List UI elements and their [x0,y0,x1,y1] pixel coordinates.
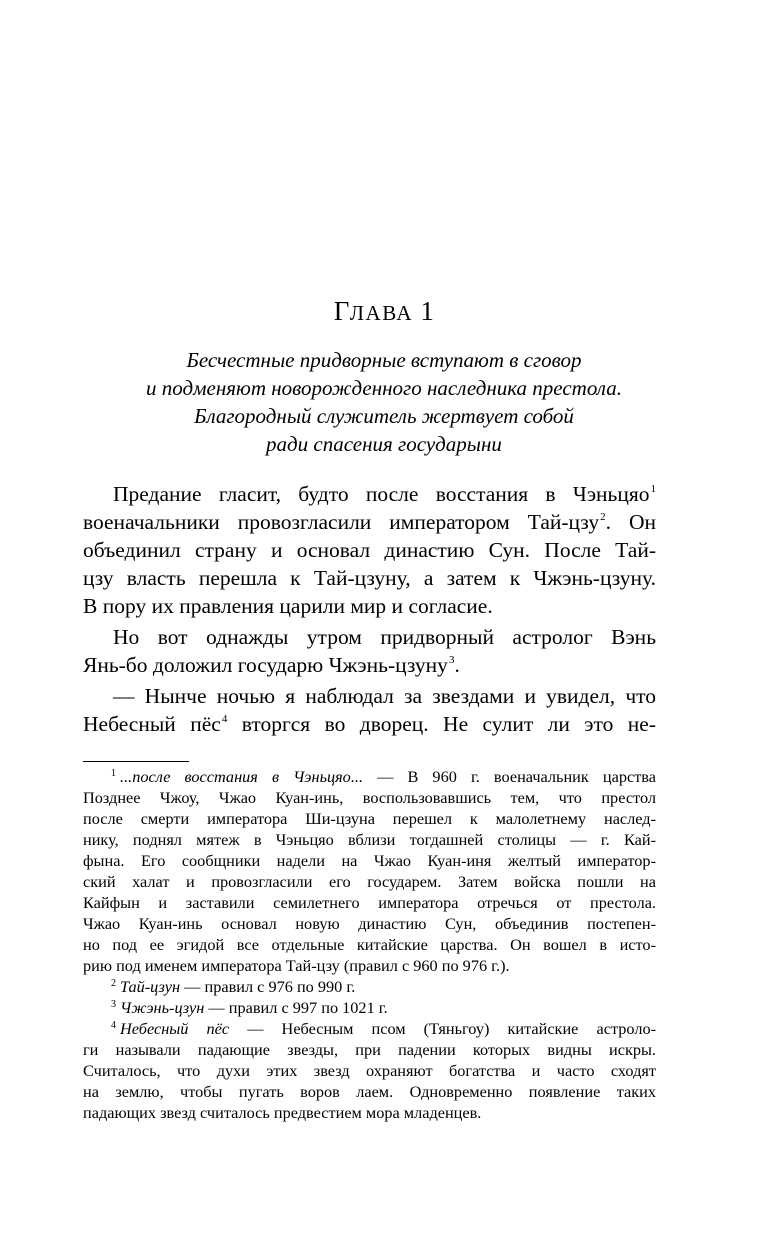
chapter-title-word: ЛАВА [349,301,414,325]
footnote-line: падающих звезд считалось предвестием мора младенцев. [83,1103,482,1122]
footnote-line: ский халат и провозгласили его государем. Затем войска пошли на [83,872,656,891]
text-line: — Нынче ночью я наблюдал за звездами и увидел, что [113,684,656,708]
footnote-term: Тай-цзун [120,977,181,996]
footnotes [83,766,656,1123]
text-line: В пору их правления царили мир и согласие. [83,594,493,618]
footnote-ref: 2 [600,511,606,523]
text-span: — правил с 976 по 990 г. [180,977,356,996]
footnote-line: Чжао Куан-инь основал новую династию Сун, объединив постепен- [83,914,656,933]
text-span: вторгся во дворец. Не сулит ли это не- [227,712,656,736]
text-span: . Он [605,510,656,534]
synopsis-line: ради спасения государыни [266,432,502,456]
footnote-line [83,1018,656,1039]
footnote-number: 2 [111,978,116,989]
footnote-ref: 3 [448,654,455,666]
footnote-line [83,976,656,997]
footnote-term: Чжэнь-цзун [120,998,205,1017]
footnote-line: на землю, чтобы пугать воров лаем. Одновременно появление таких [83,1082,656,1101]
synopsis-line: Бесчестные придворные вступают в сговор [186,348,582,372]
text-span: Янь-бо доложил государю Чжэнь-цзуну [83,653,448,677]
footnote-number: 3 [111,999,116,1010]
footnote-line: после смерти императора Ши-цзуна перешел к малолетнему наслед- [83,809,656,828]
text-span: военачальники провозгласили императором Тай-цзу [83,510,600,534]
footnote-term: ...после восстания в Чэньцяо... [120,767,364,786]
text-line: цзу власть перешла к Тай-цзуну, а затем к Чжэнь-цзуну. [83,566,656,590]
footnote-line [83,766,656,787]
chapter-title-initial: Г [333,296,350,326]
footnote-line: Считалось, что духи этих звезд охраняют богатства и часто сходят [83,1061,656,1080]
text-line: объединил страну и основал династию Сун. После Тай- [83,538,656,562]
footnote-term: Небесный пёс [120,1019,230,1038]
text-line [83,710,656,738]
footnote-number: 4 [111,1020,116,1031]
text-line [83,508,656,536]
text-span: — Небесным псом (Тяньгоу) китайские астроло- [229,1019,657,1038]
text-line: Но вот однажды утром придворный астролог Вэнь [113,625,656,649]
synopsis-line: Благородный служитель жертвует собой [194,404,574,428]
text-span: Предание гласит, будто после восстания в Чэньцяо [113,482,650,506]
footnote-line: Кайфын и заставили семилетнего императора отречься от престола. [83,893,656,912]
text-span: . [454,653,460,677]
footnote-line: рию под именем императора Тай-цзу (правил с 960 по 976 г.). [83,956,510,975]
footnote-line: нику, поднял мятеж в Чэньцяо вблизи тогдашней столицы — г. Кай- [83,830,656,849]
footnote-line: фына. Его сообщники надели на Чжао Куан-иня желтый император- [83,851,656,870]
main-text [83,480,656,738]
text-span: — правил с 997 по 1021 г. [204,998,388,1017]
footnote-ref: 1 [650,483,656,495]
synopsis-line: и подменяют новорожденного наследника престола. [146,376,622,400]
footnote-number: 1 [111,768,116,779]
footnote-separator [83,761,189,762]
footnote-line: ги называли падающие звезды, при падении которых видны искры. [83,1040,656,1059]
text-span: Небесный пёс [83,712,221,736]
text-span: — В 960 г. военачальник царства [363,767,657,786]
text-line [83,480,656,508]
chapter-title [0,296,768,327]
footnote-line: но под ее эгидой все отдельные китайские царства. Он вошел в исто- [83,935,656,954]
footnote-line: Позднее Чжоу, Чжао Куан-инь, воспользовавшись тем, что престол [83,788,656,807]
footnote-ref: 4 [221,713,228,725]
footnote-line [83,997,656,1018]
chapter-synopsis [60,346,708,458]
text-line [83,651,656,679]
chapter-number: 1 [420,296,435,326]
